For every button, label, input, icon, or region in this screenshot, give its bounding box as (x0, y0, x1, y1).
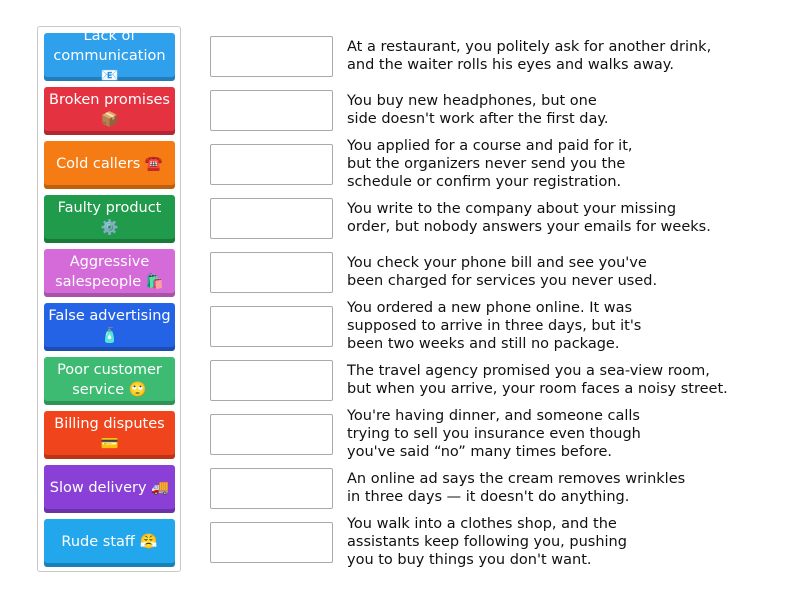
drop-box-6[interactable] (210, 306, 333, 347)
drop-box-1[interactable] (210, 36, 333, 77)
tile-poor-customer-service[interactable] (44, 357, 175, 405)
statement-2: You buy new headphones, but one side doesn't work after the first day. (347, 93, 609, 127)
tile-rude-staff[interactable] (44, 519, 175, 567)
tile-label: Broken promises 📦 (49, 91, 170, 128)
tile-broken-promises[interactable] (44, 87, 175, 135)
tile-false-advertising[interactable] (44, 303, 175, 351)
statement-6: You ordered a new phone online. It was supposed to arrive in three days, but it's been two weeks and still no package. (347, 300, 642, 352)
drop-box-3[interactable] (210, 144, 333, 185)
statement-7: The travel agency promised you a sea-view room, but when you arrive, your room faces a noisy street. (347, 363, 728, 397)
tile-billing-disputes[interactable] (44, 411, 175, 459)
tile-label: Poor customer service 🙄 (57, 361, 162, 398)
drop-box-5[interactable] (210, 252, 333, 293)
tile-slow-delivery[interactable] (44, 465, 175, 513)
statement-8: You're having dinner, and someone calls trying to sell you insurance even though you've said “no” many times before. (347, 408, 641, 460)
tile-label: Aggressive salespeople 🛍️ (55, 253, 164, 290)
tile-cold-callers[interactable] (44, 141, 175, 189)
statement-9: An online ad says the cream removes wrinkles in three days — it doesn't do anything. (347, 471, 686, 505)
tile-label: Billing disputes 💳 (54, 415, 165, 452)
tile-panel (37, 26, 181, 572)
statement-10: You walk into a clothes shop, and the assistants keep following you, pushing you to buy things you don't want. (347, 516, 627, 568)
drop-box-2[interactable] (210, 90, 333, 131)
tile-label: Faulty product ⚙️ (57, 199, 162, 236)
drop-box-4[interactable] (210, 198, 333, 239)
statement-3: You applied for a course and paid for it, but the organizers never send you the schedule or confirm your registration. (347, 138, 633, 190)
tile-label: Cold callers ☎️ (56, 155, 163, 172)
drop-box-8[interactable] (210, 414, 333, 455)
statement-5: You check your phone bill and see you've been charged for services you never used. (347, 255, 658, 289)
drop-box-7[interactable] (210, 360, 333, 401)
tile-aggressive-salespeople[interactable] (44, 249, 175, 297)
statement-4: You write to the company about your missing order, but nobody answers your emails for weeks. (347, 201, 711, 235)
tile-label: Rude staff 😤 (61, 533, 158, 550)
statement-1: At a restaurant, you politely ask for another drink, and the waiter rolls his eyes and walks away. (347, 39, 712, 73)
drop-box-9[interactable] (210, 468, 333, 509)
tile-lack-of-communication[interactable] (44, 27, 175, 84)
tile-label: Slow delivery 🚚 (49, 479, 170, 496)
tile-label: False advertising 🧴 (48, 307, 171, 344)
tile-label: Lack of communication 📧 (53, 27, 166, 84)
tile-faulty-product[interactable] (44, 195, 175, 243)
drop-box-10[interactable] (210, 522, 333, 563)
